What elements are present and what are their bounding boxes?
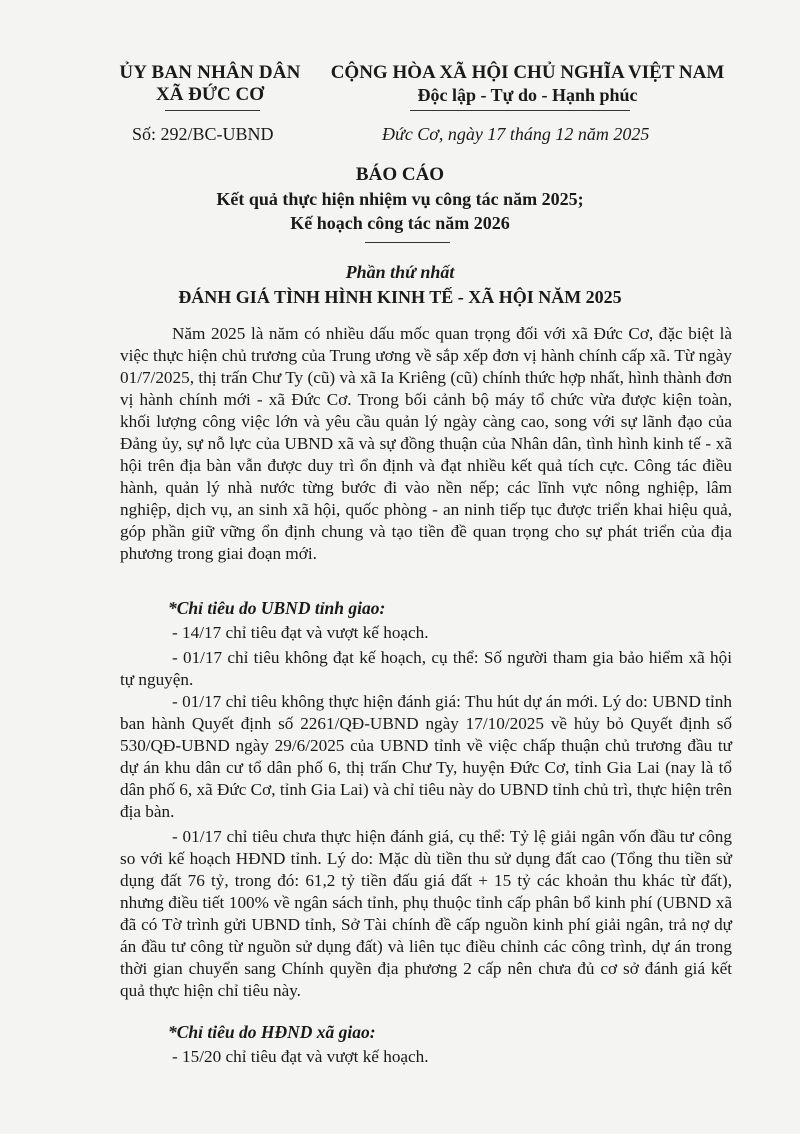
list-item: - 14/17 chỉ tiêu đạt và vượt kế hoạch. xyxy=(172,623,429,642)
document-subtitle-1: Kết quả thực hiện nhiệm vụ công tác năm 2025; xyxy=(216,189,584,209)
list-item: - 01/17 chỉ tiêu không thực hiện đánh giá: Thu hút dự án mới. Lý do: UBND tỉnh ban hành Quyết định số 2261/QĐ-UBND ngày 17/10/2025 về hủy bỏ Quyết định số 530/QĐ-UBND ngày 29/6/2025 của UBND tỉnh về việc chấp thuận chủ trương đầu tư dự án khu dân cư tổ dân phố 6, thị trấn Chư Ty, huyện Đức Cơ, tỉnh Gia Lai (nay là tổ dân phố 6, xã Đức Cơ, tỉnh Gia Lai) và chỉ tiêu này do UBND tỉnh chủ trì, thực hiện trên địa bàn. xyxy=(120,692,732,821)
intro-paragraph-container xyxy=(120,323,732,565)
list-item: - 01/17 chỉ tiêu không đạt kế hoạch, cụ thể: Số người tham gia bảo hiểm xã hội tự nguyện. xyxy=(120,648,732,689)
agency-line-2: XÃ ĐỨC CƠ xyxy=(155,84,264,105)
section-title-commune: *Chỉ tiêu do HĐND xã giao: xyxy=(168,1022,376,1042)
intro-paragraph: Năm 2025 là năm có nhiều dấu mốc quan trọng đối với xã Đức Cơ, đặc biệt là việc thực hiện chủ trương của Trung ương về sắp xếp đơn vị hành chính cấp xã. Từ ngày 01/7/2025, thị trấn Chư Ty (cũ) và xã Ia Kriêng (cũ) chính thức hợp nhất, hình thành đơn vị hành chính mới - xã Đức Cơ. Trong bối cảnh bộ máy tổ chức vừa được kiện toàn, khối lượng công việc lớn và yêu cầu quản lý ngày càng cao, song với sự lãnh đạo của Đảng ủy, sự nỗ lực của UBND xã và sự đồng thuận của Nhân dân, tình hình kinh tế - xã hội trên địa bàn vẫn được duy trì ổn định và đạt nhiều kết quả tích cực. Công tác điều hành, quản lý nhà nước từng bước đi vào nền nếp; các lĩnh vực nông nghiệp, lâm nghiệp, dịch vụ, an sinh xã hội, quốc phòng - an ninh tiếp tục được triển khai hiệu quả, góp phần giữ vững ổn định chung và tạo tiền đề quan trọng cho sự phát triển của địa phương trong giai đoạn mới. xyxy=(120,324,732,563)
section-title-province: *Chỉ tiêu do UBND tỉnh giao: xyxy=(168,598,386,618)
list-item: - 15/20 chỉ tiêu đạt và vượt kế hoạch. xyxy=(172,1047,429,1066)
agency-underline xyxy=(165,110,260,111)
motto-underline xyxy=(410,110,630,111)
part-label: Phần thứ nhất xyxy=(345,262,455,282)
national-motto xyxy=(320,62,735,106)
document-subtitle-2: Kế hoạch công tác năm 2026 xyxy=(290,213,510,233)
part-heading: ĐÁNH GIÁ TÌNH HÌNH KINH TẾ - XÃ HỘI NĂM 2025 xyxy=(178,287,622,307)
title-underline xyxy=(365,242,450,243)
list-item: - 01/17 chỉ tiêu chưa thực hiện đánh giá, cụ thể: Tỷ lệ giải ngân vốn đầu tư công so với kế hoạch HĐND tỉnh. Lý do: Mặc dù tiền thu sử dụng đất cao (Tổng thu tiền sử dụng đất 76 tỷ, trong đó: 61,2 tỷ tiền đấu giá đất + 15 tỷ các khoản thu khác từ đất), nhưng điều tiết 100% về ngân sách tỉnh, phụ thuộc tỉnh cấp phân bổ kinh phí (UBND xã đã có Tờ trình gửi UBND tỉnh, Sở Tài chính đề cấp nguồn kinh phí giải ngân, trả nợ dự án đầu tư công từ nguồn sử dụng đất) và liên tục điều chỉnh các công trình, dự án trong thời gian chuyển sang Chính quyền địa phương 2 cấp nên chưa đủ cơ sở đánh giá kết quả thực hiện chỉ tiêu này. xyxy=(120,827,732,1000)
issuing-agency xyxy=(110,62,310,106)
document-title: BÁO CÁO xyxy=(355,164,445,185)
document-date: Đức Cơ, ngày 17 tháng 12 năm 2025 xyxy=(382,124,650,144)
agency-line-1: ỦY BAN NHÂN DÂN xyxy=(119,62,301,83)
country-name: CỘNG HÒA XÃ HỘI CHỦ NGHĨA VIỆT NAM xyxy=(330,62,725,83)
document-number: Số: 292/BC-UBND xyxy=(132,124,274,144)
motto-line: Độc lập - Tự do - Hạnh phúc xyxy=(417,85,638,105)
